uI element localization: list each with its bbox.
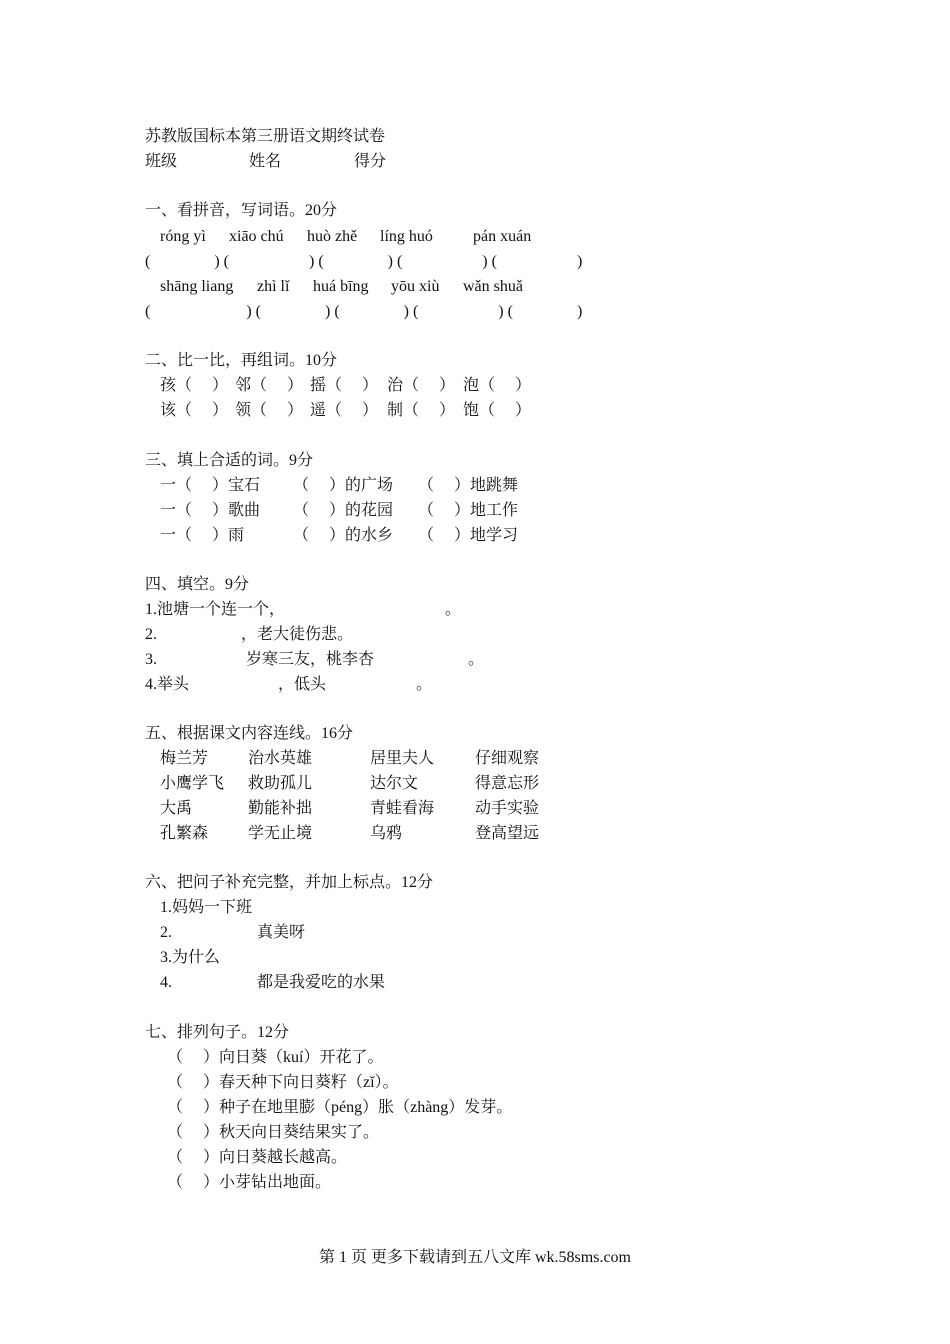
match-item: 得意忘形 <box>475 775 540 792</box>
match-item: 居里夫人 <box>370 750 435 767</box>
sentence-line-3: 3.为什么 <box>160 949 221 966</box>
compare-item: 领（ ） <box>235 402 304 419</box>
section-2-heading: 二、比一比，再组词。10分 <box>145 352 338 369</box>
fill-blank-text: 4.举头 <box>145 676 190 693</box>
fill-blank-line-2 <box>145 623 565 647</box>
order-item: （ ）种子在地里膨（péng）胀（zhàng）发芽。 <box>167 1099 513 1116</box>
fill-word-item: （ ）的水乡 <box>293 527 394 544</box>
compare-item: 摇（ ） <box>310 377 379 394</box>
exam-title: 苏教版国标本第三册语文期终试卷 <box>145 128 386 145</box>
fill-blank-text: ，老大徒伤悲。 <box>241 626 354 643</box>
fill-word-row-2 <box>145 499 565 523</box>
fill-word-item: 一（ ）雨 <box>160 527 245 544</box>
section-3-heading: 三、填上合适的词。9分 <box>145 452 314 469</box>
sentence-text: 4. <box>160 974 172 991</box>
match-item: 救助孤儿 <box>248 775 313 792</box>
sentence-line-2 <box>160 921 460 945</box>
order-item: （ ）秋天向日葵结果实了。 <box>167 1124 380 1141</box>
sentence-line-4 <box>160 971 460 995</box>
fill-word-item: （ ）的广场 <box>293 477 394 494</box>
page-footer: 第 1 页 更多下载请到五八文库 wk.58sms.com <box>318 1249 631 1266</box>
fill-word-item: （ ）的花园 <box>293 502 394 519</box>
fill-word-item: 一（ ）歌曲 <box>160 502 261 519</box>
order-item: （ ）向日葵越长越高。 <box>167 1149 348 1166</box>
match-item: 登高望远 <box>475 825 540 842</box>
fill-blank-text: 2. <box>145 626 157 643</box>
fill-word-item: 一（ ）宝石 <box>160 477 261 494</box>
sentence-text: 2. <box>160 924 172 941</box>
class-field-label: 班级 <box>145 153 178 170</box>
compare-item: 制（ ） <box>387 402 456 419</box>
match-item: 大禹 <box>160 800 193 817</box>
fill-word-row-1 <box>145 474 565 498</box>
pinyin-item: róng yì <box>160 228 206 245</box>
fill-blank-line-1 <box>145 598 565 622</box>
section-6-heading: 六、把问子补充完整，并加上标点。12分 <box>145 874 434 891</box>
answer-boxes-row-1: ( ) ( ) ( ) ( ) ( ) <box>145 253 583 270</box>
score-field-label: 得分 <box>354 153 387 170</box>
order-item: （ ）向日葵（kuí）开花了。 <box>167 1049 384 1066</box>
sentence-text: 真美呀 <box>257 924 306 941</box>
match-item: 达尔文 <box>370 775 419 792</box>
fill-blank-text: 岁寒三友，桃李杏 <box>246 651 375 668</box>
fill-blank-text: 。 <box>416 676 433 693</box>
match-item: 小鹰学飞 <box>160 775 225 792</box>
match-item: 勤能补拙 <box>248 800 313 817</box>
compare-item: 治（ ） <box>387 377 456 394</box>
sentence-line-1: 1.妈妈一下班 <box>160 899 253 916</box>
fill-blank-text: 3. <box>145 651 157 668</box>
fill-blank-text: ，低头 <box>278 676 327 693</box>
fill-word-item: （ ）地跳舞 <box>418 477 519 494</box>
fill-word-item: （ ）地工作 <box>418 502 519 519</box>
order-item: （ ）小芽钻出地面。 <box>167 1174 332 1191</box>
section-7-heading: 七、排列句子。12分 <box>145 1024 290 1041</box>
match-item: 梅兰芳 <box>160 750 209 767</box>
pinyin-item: yōu xiù <box>391 278 440 295</box>
match-item: 乌鸦 <box>370 825 403 842</box>
match-item: 仔细观察 <box>475 750 540 767</box>
pinyin-item: huò zhě <box>307 228 358 245</box>
order-item: （ ）春天种下向日葵籽（zǐ）。 <box>167 1074 399 1091</box>
match-row-3 <box>145 797 565 821</box>
pinyin-item: zhì lǐ <box>257 278 290 295</box>
compare-row-1 <box>145 374 565 398</box>
match-item: 动手实验 <box>475 800 540 817</box>
section-5-heading: 五、根据课文内容连线。16分 <box>145 725 354 742</box>
fill-word-row-3 <box>145 524 565 548</box>
match-item: 学无止境 <box>248 825 313 842</box>
pinyin-item: shāng liang <box>160 278 234 295</box>
section-1-heading: 一、看拼音，写词语。20分 <box>145 202 338 219</box>
fill-blank-text: 。 <box>445 601 462 618</box>
compare-item: 孩（ ） <box>160 377 229 394</box>
student-info-row <box>145 150 545 174</box>
match-item: 治水英雄 <box>248 750 313 767</box>
pinyin-row-1 <box>145 225 645 249</box>
match-row-2 <box>145 772 565 796</box>
fill-blank-text: 1.池塘一个连一个， <box>145 601 286 618</box>
match-item: 孔繁森 <box>160 825 209 842</box>
pinyin-item: xiāo chú <box>229 228 284 245</box>
fill-word-item: （ ）地学习 <box>418 527 519 544</box>
pinyin-item: pán xuán <box>473 228 532 245</box>
match-row-4 <box>145 822 565 846</box>
compare-row-2 <box>145 399 565 423</box>
match-row-1 <box>145 747 565 771</box>
sentence-text: 都是我爱吃的水果 <box>257 974 386 991</box>
match-item: 青蛙看海 <box>370 800 435 817</box>
fill-blank-text: 。 <box>468 651 485 668</box>
pinyin-item: huá bīng <box>313 278 369 295</box>
section-4-heading: 四、填空。9分 <box>145 576 250 593</box>
answer-boxes-row-2: ( ) ( ) ( ) ( ) ( ) <box>145 303 583 320</box>
pinyin-row-2 <box>145 275 645 299</box>
compare-item: 泡（ ） <box>463 377 532 394</box>
pinyin-item: líng huó <box>380 228 433 245</box>
pinyin-item: wǎn shuǎ <box>463 278 523 295</box>
compare-item: 邻（ ） <box>235 377 304 394</box>
compare-item: 饱（ ） <box>463 402 532 419</box>
compare-item: 遥（ ） <box>310 402 379 419</box>
name-field-label: 姓名 <box>249 153 282 170</box>
compare-item: 该（ ） <box>160 402 229 419</box>
fill-blank-line-3 <box>145 648 565 672</box>
fill-blank-line-4 <box>145 673 565 697</box>
